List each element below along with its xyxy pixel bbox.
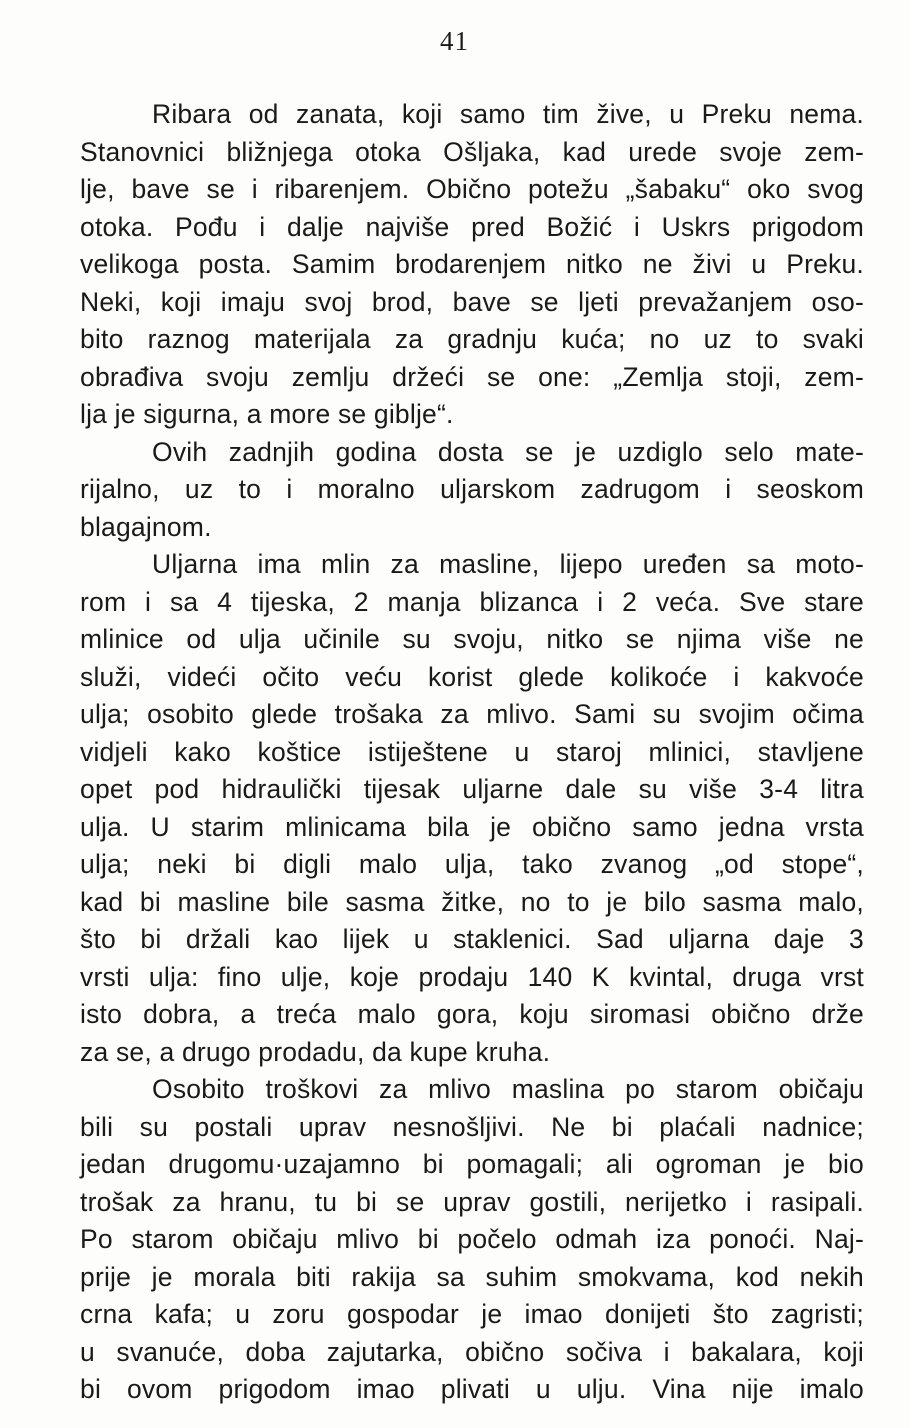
- text-line: Ribara od zanata, koji samo tim žive, u Preku nema.: [152, 99, 864, 129]
- text-line: Neki, koji imaju svoj brod, bave se ljeti prevažanjem oso-: [80, 286, 864, 317]
- text-line: otoka. Pođu i dalje najviše pred Božić i Uskrs prigodom: [80, 211, 864, 242]
- text-line: opet pod hidraulički tijesak uljarne dale su više 3-4 litra: [80, 774, 864, 804]
- text-line: ulja; osobito glede trošaka za mlivo. Sami su svojim očima: [80, 699, 864, 729]
- paragraph: [80, 1071, 864, 1409]
- text-line: bito raznog materijala za gradnju kuća; no uz to svaki: [80, 324, 864, 354]
- text-line: u svanuće, doba zajutarka, obično sočiva i bakalara, koji: [80, 1336, 864, 1367]
- text-line: Stanovnici bližnjega otoka Ošljaka, kad urede svoje zem-: [80, 136, 864, 167]
- text-line: vidjeli kako koštice istiještene u staroj mlinici, stavljene: [80, 736, 864, 767]
- text-line: bi ovom prigodom imao plivati u ulju. Vina nije imalo: [80, 1374, 864, 1404]
- text-line: obrađiva svoju zemlju držeći se one: „Zemlja stoji, zem-: [80, 361, 864, 392]
- text-line: crna kafa; u zoru gospodar je imao donijeti što zagristi;: [80, 1299, 864, 1329]
- page-number: 41: [440, 26, 469, 56]
- text-line: Uljarna ima mlin za masline, lijepo uređen sa moto-: [152, 549, 864, 579]
- text-line: Po starom običaju mlivo bi počelo odmah iza ponoći. Naj-: [80, 1224, 864, 1254]
- text-line: vrsti ulja: fino ulje, koje prodaju 140 K kvintal, druga vrst: [80, 961, 864, 992]
- text-line: velikoga posta. Samim brodarenjem nitko ne živi u Preku.: [80, 249, 864, 279]
- text-line: rom i sa 4 tijeska, 2 manja blizanca i 2 veća. Sve stare: [80, 586, 864, 617]
- text-line: mlinice od ulja učinile su svoju, nitko se njima više ne: [80, 624, 864, 654]
- text-line: Osobito troškovi za mlivo maslina po starom običaju: [152, 1074, 864, 1104]
- text-line: rijalno, uz to i moralno uljarskom zadrugom i seoskom: [80, 474, 864, 504]
- text-line: za se, a drugo prodadu, da kupe kruha.: [80, 1036, 551, 1067]
- text-line: blagajnom.: [80, 511, 212, 542]
- body-text: [80, 96, 864, 1409]
- text-line: što bi držali kao lijek u staklenici. Sad uljarna daje 3: [80, 924, 864, 954]
- text-line: trošak za hranu, tu bi se uprav gostili, nerijetko i rasipali.: [80, 1186, 864, 1217]
- text-line: kad bi masline bile sasma žitke, no to je bilo sasma malo,: [80, 886, 864, 917]
- text-line: bili su postali uprav nesnošljivi. Ne bi plaćali nadnice;: [80, 1111, 864, 1142]
- paragraph: [80, 96, 864, 434]
- text-line: ulja. U starim mlinicama bila je obično samo jedna vrsta: [80, 811, 864, 842]
- text-line: služi, videći očito veću korist glede kolikoće i kakvoće: [80, 661, 864, 692]
- text-line: Ovih zadnjih godina dosta se je uzdiglo selo mate-: [152, 436, 864, 467]
- text-line: jedan drugomu·uzajamno bi pomagali; ali ogroman je bio: [80, 1149, 864, 1179]
- text-line: prije je morala biti rakija sa suhim smokvama, kod nekih: [80, 1261, 864, 1292]
- text-line: isto dobra, a treća malo gora, koju siromasi obično drže: [80, 999, 864, 1029]
- text-line: lje, bave se i ribarenjem. Obično potežu „šabaku“ oko svog: [80, 174, 864, 204]
- paragraph: [80, 434, 864, 547]
- text-line: lja je sigurna, a more se giblje“.: [80, 399, 454, 429]
- paragraph: [80, 546, 864, 1071]
- text-line: ulja; neki bi digli malo ulja, tako zvanog „od stope“,: [80, 849, 864, 879]
